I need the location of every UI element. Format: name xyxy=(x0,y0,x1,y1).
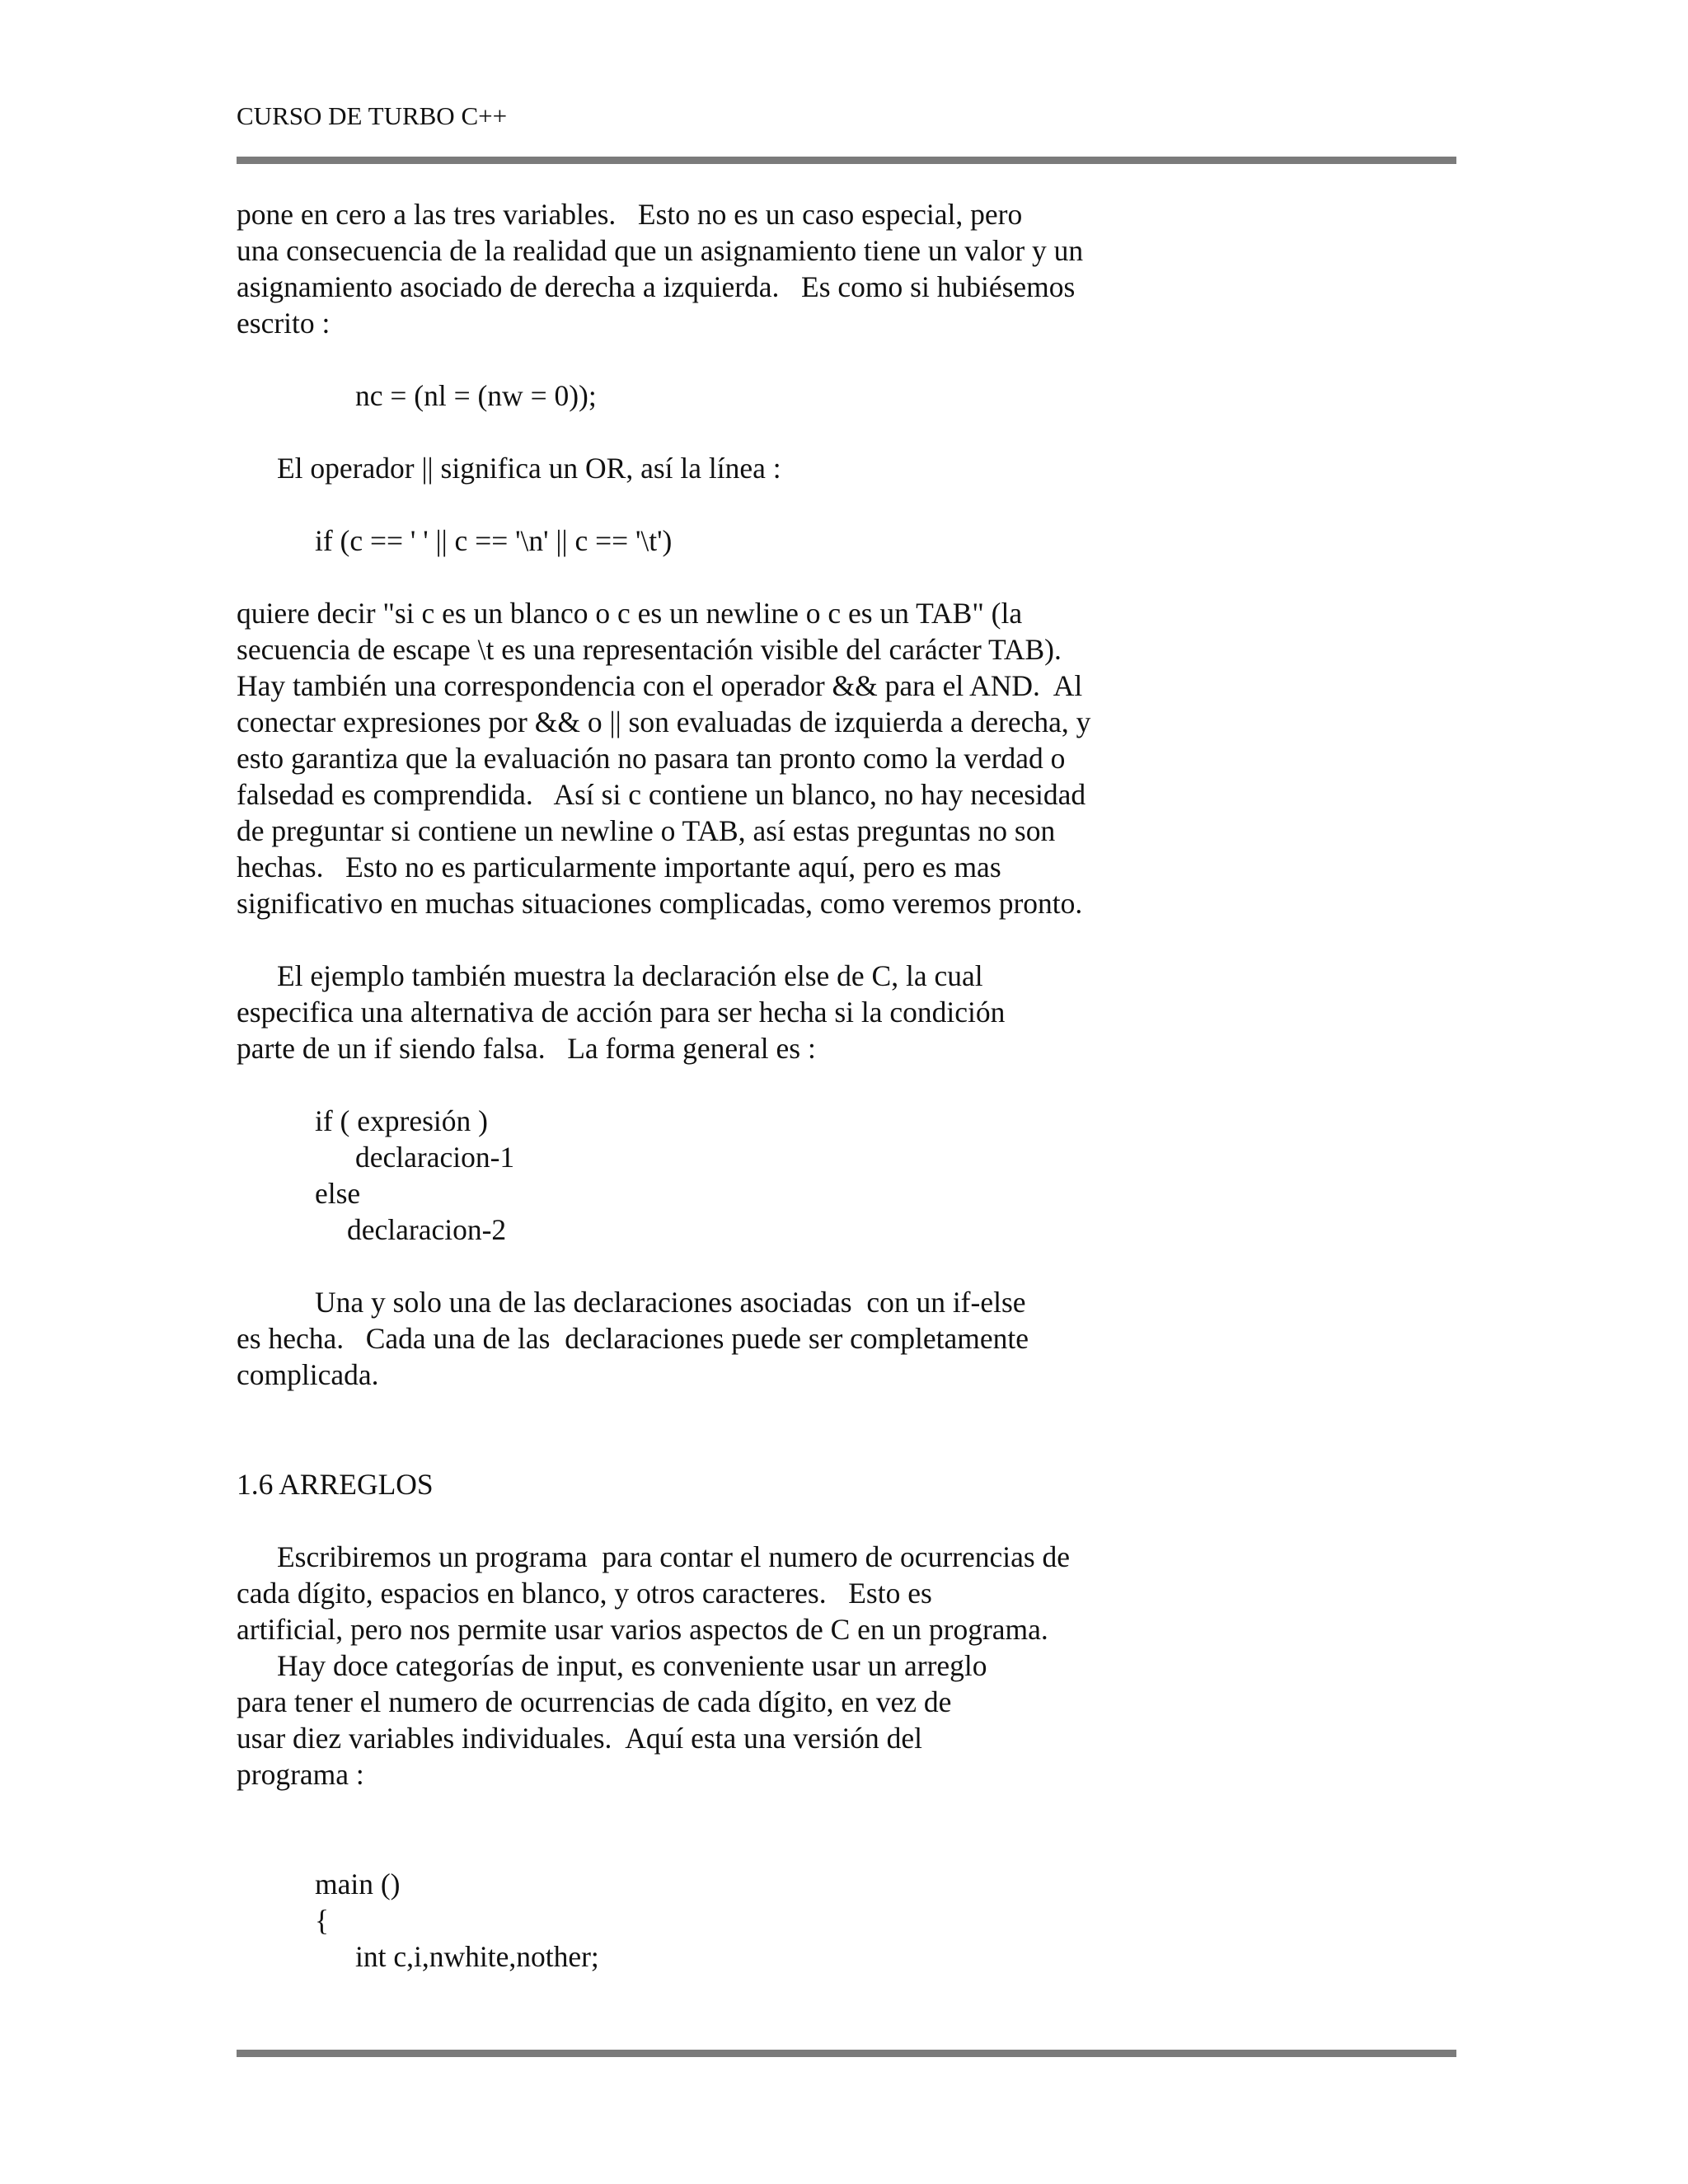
paragraph-line: falsedad es comprendida. Así si c contiene un blanco, no hay necesidad xyxy=(237,778,1086,811)
paragraph-line: escrito : xyxy=(237,307,331,340)
paragraph-line: El ejemplo también muestra la declaración else de C, la cual xyxy=(277,959,983,992)
paragraph-line: es hecha. Cada una de las declaraciones puede ser completamente xyxy=(237,1322,1029,1355)
paragraph-line: Una y solo una de las declaraciones asociadas con un if-else xyxy=(315,1286,1026,1319)
paragraph-line: especifica una alternativa de acción para ser hecha si la condición xyxy=(237,996,1006,1029)
paragraph-line: de preguntar si contiene un newline o TAB, así estas preguntas no son xyxy=(237,814,1056,847)
paragraph-line: significativo en muchas situaciones complicadas, como veremos pronto. xyxy=(237,887,1083,920)
paragraph-line: pone en cero a las tres variables. Esto no es un caso especial, pero xyxy=(237,198,1023,231)
paragraph-line: Hay también una correspondencia con el operador && para el AND. Al xyxy=(237,669,1083,702)
paragraph-line: artificial, pero nos permite usar varios aspectos de C en un programa. xyxy=(237,1613,1048,1646)
paragraph-line: una consecuencia de la realidad que un asignamiento tiene un valor y un xyxy=(237,234,1084,267)
code-line: declaracion-1 xyxy=(355,1141,515,1174)
code-line: if ( expresión ) xyxy=(315,1104,488,1137)
code-line: int c,i,nwhite,nother; xyxy=(355,1940,599,1973)
paragraph-line: Escribiremos un programa para contar el numero de ocurrencias de xyxy=(277,1540,1071,1573)
paragraph-line: para tener el numero de ocurrencias de cada dígito, en vez de xyxy=(237,1685,952,1718)
paragraph-line: Hay doce categorías de input, es conveniente usar un arreglo xyxy=(277,1649,987,1682)
paragraph-line: asignamiento asociado de derecha a izquierda. Es como si hubiésemos xyxy=(237,270,1076,303)
paragraph-line: programa : xyxy=(237,1758,364,1791)
paragraph-line: hechas. Esto no es particularmente importante aquí, pero es mas xyxy=(237,851,1001,883)
code-line: declaracion-2 xyxy=(347,1213,507,1246)
paragraph-line: secuencia de escape \t es una representación visible del carácter TAB). xyxy=(237,633,1062,666)
paragraph-line: parte de un if siendo falsa. La forma general es : xyxy=(237,1032,816,1065)
code-line: nc = (nl = (nw = 0)); xyxy=(355,379,597,412)
running-header: CURSO DE TURBO C++ xyxy=(237,101,508,130)
code-line: else xyxy=(315,1177,361,1210)
code-line: { xyxy=(315,1904,330,1937)
paragraph-line: cada dígito, espacios en blanco, y otros caracteres. Esto es xyxy=(237,1577,932,1610)
footer-rule xyxy=(237,2050,1456,2057)
section-heading: 1.6 ARREGLOS xyxy=(237,1468,434,1501)
paragraph-line: usar diez variables individuales. Aquí esta una versión del xyxy=(237,1722,923,1755)
code-line: main () xyxy=(315,1868,401,1900)
paragraph-line: complicada. xyxy=(237,1358,379,1391)
paragraph-line: esto garantiza que la evaluación no pasara tan pronto como la verdad o xyxy=(237,742,1066,775)
paragraph-line: quiere decir "si c es un blanco o c es un newline o c es un TAB" (la xyxy=(237,597,1023,630)
paragraph-line: El operador || significa un OR, así la línea : xyxy=(277,452,781,485)
paragraph-line: conectar expresiones por && o || son evaluadas de izquierda a derecha, y xyxy=(237,705,1091,738)
code-line: if (c == ' ' || c == '\n' || c == '\t') xyxy=(315,524,673,557)
header-rule xyxy=(237,157,1456,164)
